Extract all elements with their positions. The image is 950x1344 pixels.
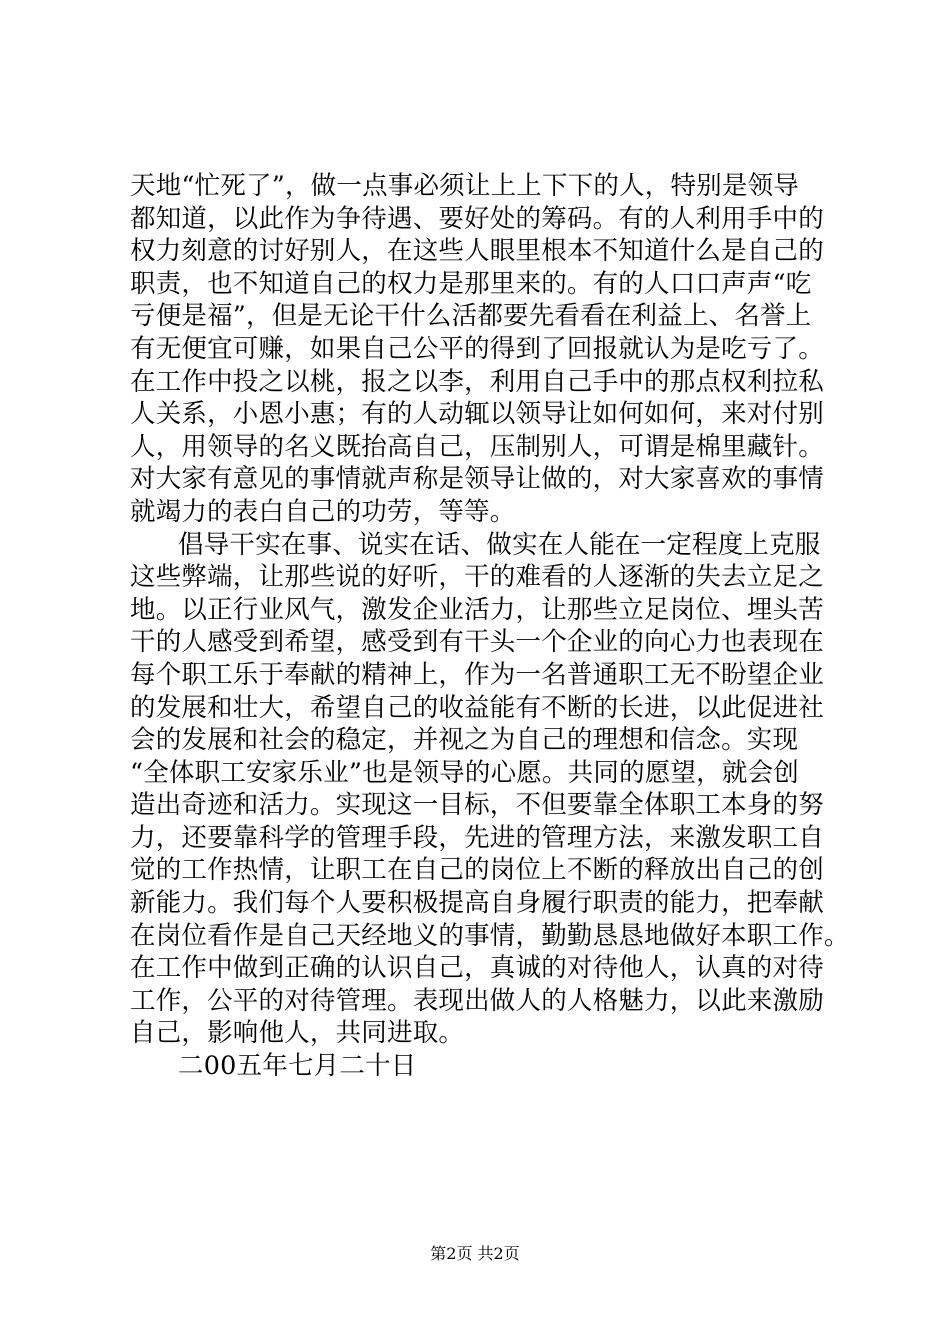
body-line: 人，用领导的名义既抬高自己，压制别人，可谓是棉里藏针。 — [130, 431, 824, 462]
page-footer — [0, 1244, 950, 1264]
document-date: 二00五年七月二十日 — [178, 1051, 417, 1082]
body-line: 的发展和壮大，希望自己的收益能有不断的长进，以此促进社 — [130, 692, 824, 723]
document-body — [130, 170, 850, 1083]
body-line: 地。以正行业风气，激发企业活力，让那些立足岗位、埋头苦 — [130, 594, 824, 625]
body-line: 每个职工乐于奉献的精神上，作为一名普通职工无不盼望企业 — [130, 659, 824, 690]
body-line: 在岗位看作是自己天经地义的事情，勤勤恳恳地做好本职工作。 — [130, 920, 850, 951]
body-line: 觉的工作热情，让职工在自己的岗位上不断的释放出自己的创 — [130, 855, 824, 886]
body-line: 工作，公平的对待管理。表现出做人的人格魅力，以此来激励 — [130, 985, 824, 1016]
body-line: 会的发展和社会的稳定，并视之为自己的理想和信念。实现 — [130, 725, 799, 756]
body-line: 对大家有意见的事情就声称是领导让做的，对大家喜欢的事情 — [130, 464, 824, 495]
body-line: 在工作中投之以桃，报之以李，利用自己手中的那点权利拉私 — [130, 366, 824, 397]
body-line: 造出奇迹和活力。实现这一目标，不但要靠全体职工本身的努 — [130, 790, 824, 821]
body-line: 天地“忙死了”，做一点事必须让上上下下的人，特别是领导 — [130, 171, 799, 201]
body-line: 这些弊端，让那些说的好听，干的难看的人逐渐的失去立足之 — [130, 562, 824, 593]
body-line: 新能力。我们每个人要积极提高自身履行职责的能力，把奉献 — [130, 888, 824, 919]
body-line: 力，还要靠科学的管理手段，先进的管理方法，来激发职工自 — [130, 822, 824, 853]
body-line: 就竭力的表白自己的功劳，等等。 — [130, 496, 516, 527]
page-number: 第2页 共2页 — [430, 1244, 520, 1263]
body-line: 有无便宜可赚，如果自己公平的得到了回报就认为是吃亏了。 — [130, 333, 824, 364]
body-line: 自己，影响他人，共同进取。 — [130, 1018, 465, 1049]
paragraph-start-line: 倡导干实在事、说实在话、做实在人能在一定程度上克服 — [178, 529, 821, 560]
body-line: 都知道，以此作为争待遇、要好处的筹码。有的人利用手中的 — [130, 203, 824, 234]
body-line: 职责，也不知道自己的权力是那里来的。有的人口口声声“吃 — [130, 268, 812, 299]
body-line: 权力刻意的讨好别人，在这些人眼里根本不知道什么是自己的 — [130, 236, 824, 267]
body-line: 人关系，小恩小惠；有的人动辄以领导让如何如何，来对付别 — [130, 399, 824, 430]
body-line: 亏便是福”，但是无论干什么活都要先看看在利益上、名誉上 — [130, 301, 812, 332]
body-line: 在工作中做到正确的认识自己，真诚的对待他人，认真的对待 — [130, 953, 824, 984]
body-line: “全体职工安家乐业”也是领导的心愿。共同的愿望，就会创 — [130, 757, 799, 788]
body-line: 干的人感受到希望，感受到有干头一个企业的向心力也表现在 — [130, 627, 824, 658]
